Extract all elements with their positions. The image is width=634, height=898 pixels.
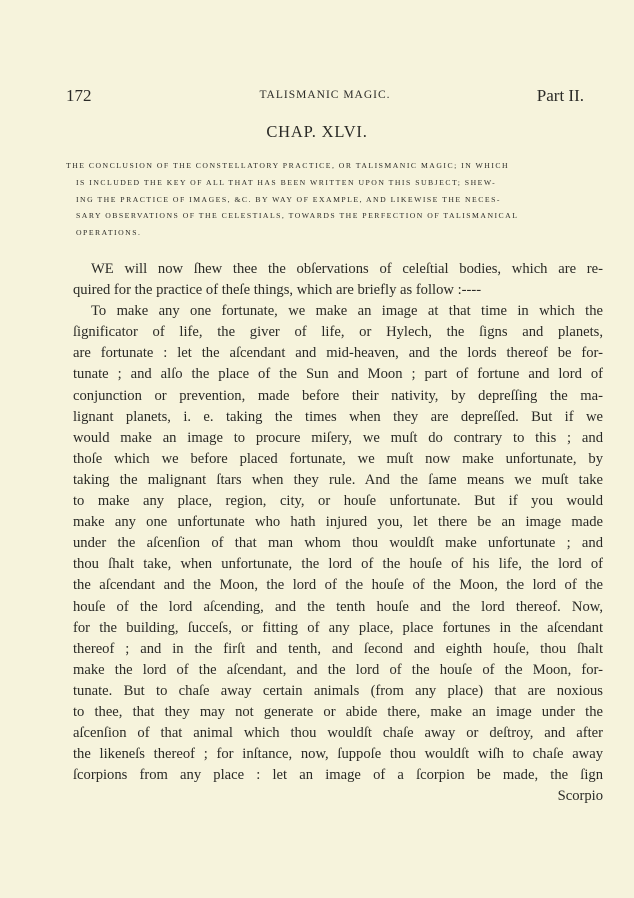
body-line: aſcenſion of that animal which thou wouldſt chaſe away or deſtroy, and after — [73, 725, 603, 742]
body-line: conjunction or prevention, made before their nativity, by depreſſing the ma- — [73, 387, 603, 404]
part-label: Part II. — [536, 86, 584, 105]
body-line: tunate. But to chaſe away certain animals (from any place) that are noxious — [73, 682, 603, 699]
summary-line: IS INCLUDED THE KEY OF ALL THAT HAS BEEN WRITTEN UPON THIS SUBJECT; SHEW- — [76, 177, 497, 187]
body-line: to thee, that they may not generate or abide there, make an image under the — [73, 703, 603, 720]
page-number: 172 — [66, 86, 92, 105]
summary-line: ING THE PRACTICE OF IMAGES, &C. BY WAY OF EXAMPLE, AND LIKEWISE THE NECES- — [76, 194, 501, 204]
summary-line: OPERATIONS. — [76, 228, 142, 238]
body-line: the likeneſs thereof ; for inſtance, now, ſuppoſe thou wouldſt wiſh to chaſe away — [73, 746, 603, 763]
body-line: the aſcendant and the Moon, the lord of the houſe of the Moon, the lord of the — [73, 577, 603, 594]
summary-line: SARY OBSERVATIONS OF THE CELESTIALS, TOWARDS THE PERFECTION OF TALISMANICAL — [76, 211, 519, 221]
body-line: to make any place, region, city, or houſe unfortunate. But if you would — [73, 493, 603, 510]
body-line: thereof ; and in the firſt and tenth, and ſecond and eighth houſe, thou ſhalt — [73, 640, 603, 657]
body-line: thou ſhalt take, when unfortunate, the lord of the houſe of his life, the lord of — [73, 556, 603, 573]
chapter-title: CHAP. XLVI. — [266, 122, 368, 141]
body-line: thoſe which we before placed fortunate, we muſt now make unfortunate, by — [73, 450, 603, 467]
body-line: are fortunate : let the aſcendant and mid-heaven, and the lords thereof be for- — [73, 345, 603, 362]
summary-line: THE CONCLUSION OF THE CONSTELLATORY PRACTICE, OR TALISMANIC MAGIC; IN WHICH — [66, 161, 510, 170]
running-head — [66, 86, 584, 108]
body-line: ſcorpions from any place : let an image of a ſcorpion be made, the ſign — [73, 767, 603, 784]
body-line: make any one unfortunate who hath injured you, let there be an image made — [73, 514, 603, 531]
body-line: would make an image to procure miſery, we muſt do contrary to this ; and — [73, 429, 603, 446]
body-line: tunate ; and alſo the place of the Sun and Moon ; part of fortune and lord of — [73, 366, 603, 383]
body-line: lignant planets, i. e. taking the times when they are depreſſed. But if we — [73, 408, 603, 425]
body-line: houſe of the lord aſcending, and the tenth houſe and the lord thereof. Now, — [73, 598, 603, 615]
body-line: ſignificator of life, the giver of life, or Hylech, the ſigns and planets, — [73, 324, 603, 341]
body-line: for the building, ſucceſs, or fitting of any place, place fortunes in the aſcendant — [73, 619, 603, 636]
body-line: WE will now ſhew thee the obſervations of celeſtial bodies, which are re- — [91, 261, 603, 277]
catchword: Scorpio — [557, 788, 603, 805]
body-text — [73, 259, 603, 807]
body-line: make the lord of the aſcendant, and the lord of the houſe of the Moon, for- — [73, 661, 603, 678]
chapter-summary — [66, 158, 600, 242]
body-line: under the aſcenſion of that man whom thou wouldſt make unfortunate ; and — [73, 535, 603, 552]
body-line: To make any one fortunate, we make an image at that time in which the — [91, 303, 603, 320]
running-title: TALISMANIC MAGIC. — [259, 89, 391, 101]
body-line: quired for the practice of theſe things, which are briefly as follow :---- — [73, 282, 482, 299]
body-line: taking the malignant ſtars when they rule. And the ſame means we muſt take — [73, 471, 603, 488]
